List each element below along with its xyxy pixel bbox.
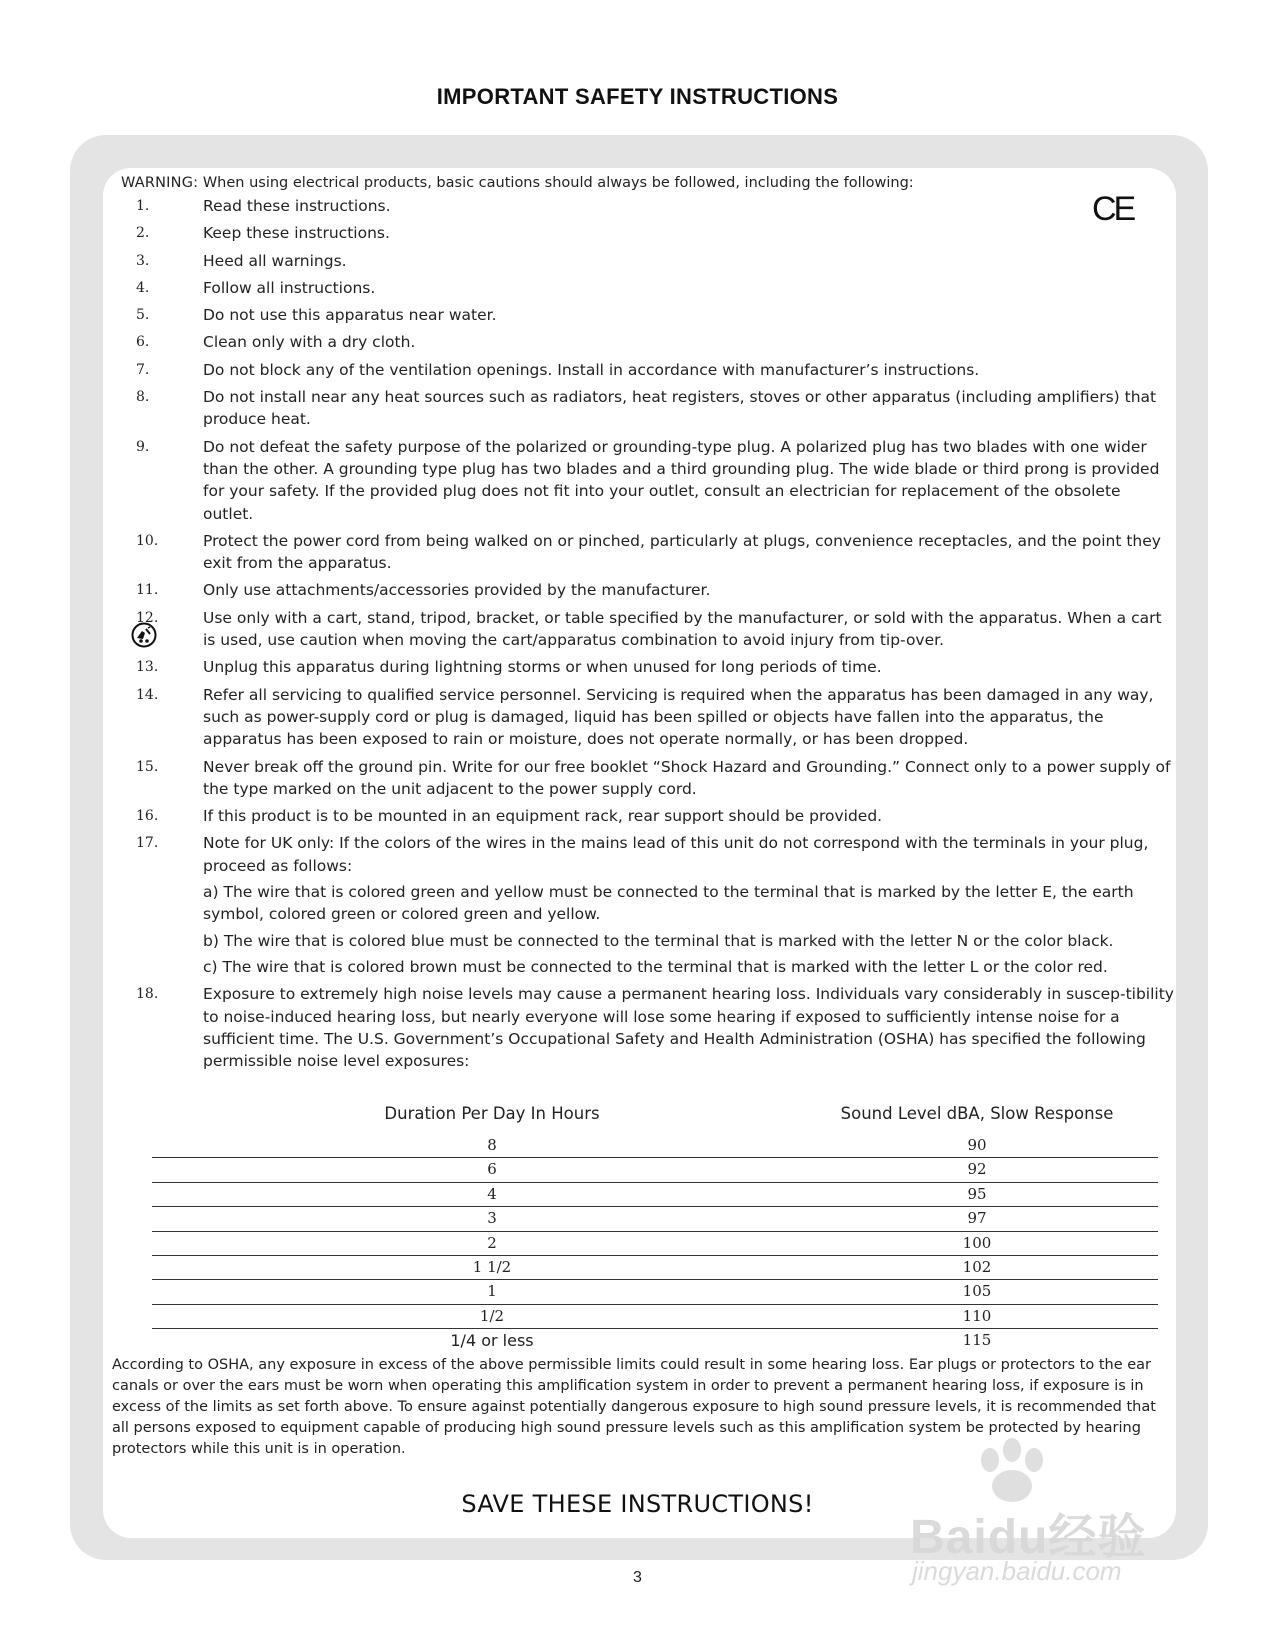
item-number: 10. [136, 532, 159, 549]
list-item [0, 386, 1275, 431]
table-row [152, 1256, 1158, 1280]
list-item [0, 331, 1275, 353]
list-item [0, 832, 1275, 978]
cell-dba: 110 [962, 1306, 992, 1325]
cell-hours: 2 [487, 1233, 497, 1252]
item-number: 8. [136, 389, 150, 406]
save-instructions-heading: SAVE THESE INSTRUCTIONS! [461, 1490, 814, 1518]
item-number: 3. [136, 252, 150, 269]
item-number: 18. [136, 986, 159, 1003]
item-number: 5. [136, 307, 150, 324]
warning-label: WARNING: [121, 175, 199, 191]
column-header-duration: Duration Per Day In Hours [384, 1104, 600, 1123]
item-number: 17. [136, 835, 159, 852]
page-number: 3 [633, 1569, 642, 1586]
column-header-sound-level: Sound Level dBA, Slow Response [840, 1104, 1114, 1123]
ce-mark: CE [1092, 190, 1134, 228]
list-item [0, 983, 1275, 1072]
osha-note: According to OSHA, any exposure in excess of the above permissible limits could result in some hearing loss. Ear plugs or protectors to the ear canals or over the ears must be worn when operating this amplification system in order to prevent a permanent hearing loss, if exposure is in excess of the limits as set forth above. To ensure against potentially dangerous exposure to high sound pressure levels, it is recommended that all persons exposed to equipment capable of producing high sound pressure levels such as this amplification system be protected by hearing protectors while this unit is in operation. [112, 1357, 1156, 1457]
cell-hours: 4 [487, 1184, 497, 1203]
table-row [152, 1183, 1158, 1207]
item-number: 16. [136, 808, 159, 825]
item-text: Exposure to extremely high noise levels may cause a permanent hearing loss. Individuals vary considerably in suscep-tibility to noise-induced hearing loss, but nearly everyone will lose some hearing if exposed to sufficiently intense noise for a sufficient time. The U.S. Government’s Occupational Safety and Health Administration (OSHA) has specified the following permissible noise level exposures: [203, 985, 1174, 1071]
cell-dba: 92 [967, 1160, 987, 1179]
item-text: Read these instructions. [203, 197, 391, 215]
item-number: 12. [136, 609, 159, 626]
item-number: 2. [136, 225, 150, 242]
uk-wire-brown: c) The wire that is colored brown must be connected to the terminal that is marked with the letter L or the color red. [203, 957, 1108, 976]
table-row [152, 1280, 1158, 1304]
list-item [0, 530, 1275, 575]
item-number: 11. [136, 582, 159, 599]
cell-dba: 97 [967, 1209, 987, 1228]
warning-line [121, 175, 914, 191]
list-item [0, 805, 1275, 827]
list-item [0, 195, 1275, 217]
item-text: Do not use this apparatus near water. [203, 306, 497, 325]
warning-text: When using electrical products, basic cautions should always be followed, including the following: [202, 175, 914, 191]
uk-wire-blue: b) The wire that is colored blue must be connected to the terminal that is marked with the letter N or the color black. [203, 931, 1114, 950]
cell-hours: 6 [487, 1160, 497, 1179]
item-text: If this product is to be mounted in an equipment rack, rear support should be provided. [203, 807, 883, 826]
baidu-watermark [900, 1438, 1200, 1588]
table-row [152, 1232, 1158, 1256]
item-number: 1. [136, 198, 150, 214]
list-item [0, 756, 1275, 801]
list-item [0, 579, 1275, 601]
instruction-list [0, 195, 1275, 1077]
cell-dba: 105 [962, 1282, 992, 1301]
item-text: Never break off the ground pin. Write for our free booklet “Shock Hazard and Grounding.” Connect only to a power supply of the type marked on the unit adjacent to the power supply cord. [203, 757, 1171, 798]
page-title: IMPORTANT SAFETY INSTRUCTIONS [436, 84, 839, 109]
item-number: 15. [136, 758, 159, 775]
item-text: Do not block any of the ventilation openings. Install in accordance with manufacturer’s instructions. [203, 360, 980, 379]
item-number: 13. [136, 659, 159, 676]
cell-hours: 1/4 or less [450, 1331, 534, 1351]
list-item [0, 222, 1275, 244]
noise-exposure-table [152, 1104, 1158, 1353]
item-text: Use only with a cart, stand, tripod, bracket, or table specified by the manufacturer, or sold with the apparatus. When a cart is used, use caution when moving the cart/apparatus combination to avoid injury from tip-over. [203, 608, 1162, 650]
item-number: 6. [136, 334, 150, 351]
cell-hours: 1/2 [479, 1306, 505, 1325]
item-text: Refer all servicing to qualified service personnel. Servicing is required when the apparatus has been damaged in any way, such as power-supply cord or plug is damaged, liquid has been spilled or objects have fallen into the apparatus, the apparatus has been exposed to rain or moisture, does not operate normally, or has been dropped. [203, 685, 1154, 749]
item-text: Heed all warnings. [203, 251, 347, 270]
table-row [152, 1329, 1158, 1352]
item-text: Note for UK only: If the colors of the wires in the mains lead of this unit do not correspond with the terminals in your plug, proceed as follows: [203, 834, 1149, 875]
item-number: 14. [136, 686, 159, 703]
list-item [0, 304, 1275, 326]
cell-hours: 3 [487, 1209, 497, 1228]
list-item [0, 656, 1275, 678]
item-text: Clean only with a dry cloth. [203, 333, 416, 352]
item-text: Do not defeat the safety purpose of the polarized or grounding-type plug. A polarized plug has two blades with one wider than the other. A grounding type plug has two blades and a third grounding plug. The wide blade or third prong is provided for your safety. If the provided plug does not fit into your outlet, consult an electrician for replacement of the obsolete outlet. [203, 437, 1160, 523]
cell-hours: 1 [487, 1282, 497, 1301]
table-row [152, 1305, 1158, 1329]
table-header [152, 1104, 1158, 1134]
list-item [0, 250, 1275, 272]
watermark-brand: Baidu经验 [910, 1511, 1147, 1564]
list-item [0, 607, 1275, 652]
cell-dba: 90 [967, 1136, 987, 1154]
table-row [152, 1207, 1158, 1231]
item-text: Protect the power cord from being walked on or pinched, particularly at plugs, convenience receptacles, and the point they exit from the apparatus. [203, 531, 1161, 573]
item-number: 4. [136, 279, 150, 296]
item-text: Follow all instructions. [203, 278, 376, 297]
item-text: Do not install near any heat sources such as radiators, heat registers, stoves or other apparatus (including amplifiers) that produce heat. [203, 388, 1157, 429]
list-item [0, 359, 1275, 381]
table-row [152, 1158, 1158, 1182]
cell-hours: 1 1/2 [472, 1257, 512, 1276]
item-number: 9. [136, 438, 150, 455]
cell-dba: 100 [962, 1233, 992, 1252]
list-item [0, 277, 1275, 299]
cell-dba: 102 [962, 1257, 992, 1276]
list-item [0, 436, 1275, 525]
item-text: Keep these instructions. [203, 224, 390, 243]
list-item [0, 684, 1275, 751]
cell-hours: 8 [487, 1136, 497, 1154]
item-text: Unplug this apparatus during lightning storms or when unused for long periods of time. [203, 658, 882, 677]
uk-wire-green-yellow: a) The wire that is colored green and yellow must be connected to the terminal that is marked by the letter E, the earth symbol, colored green or colored green and yellow. [203, 883, 1134, 924]
item-text: Only use attachments/accessories provided by the manufacturer. [203, 581, 711, 600]
cell-dba: 95 [967, 1184, 987, 1203]
watermark-url: jingyan.baidu.com [912, 1556, 1122, 1586]
table-row [152, 1134, 1158, 1158]
item-number: 7. [136, 361, 150, 378]
cell-dba: 115 [962, 1331, 992, 1350]
